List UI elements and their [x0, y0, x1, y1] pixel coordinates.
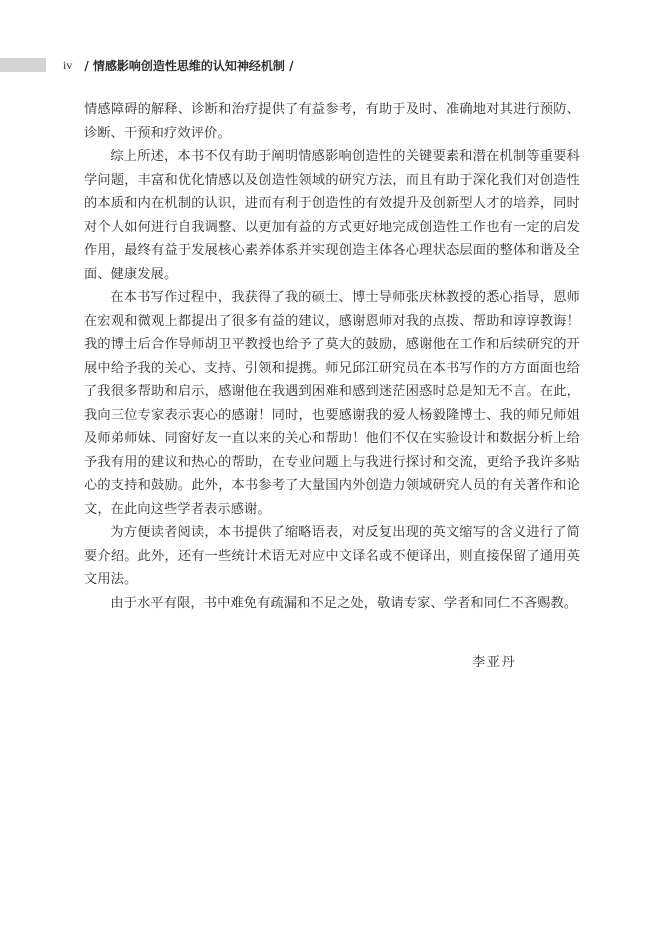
paragraph-summary: 综上所述，本书不仅有助于阐明情感影响创造性的关键要素和潜在机制等重要科学问题，丰富和优化情感以及创造性领域的研究方法，而且有助于深化我们对创造性的本质和内在机制的认识，进而有利于创造性的有效提升及创新型人才的培养，同时对个人如何进行自我调整、以更加有益的方式更好地完成创造性工作也有一定的启发作用，最终有益于发展核心素养体系并实现创造主体各心理状态层面的整体和谐及全面、健康发展。	[84, 149, 580, 282]
running-title: / 情感影响创造性思维的认知神经机制 /	[84, 58, 294, 73]
page-header	[63, 55, 293, 75]
header-gray-bar	[0, 58, 46, 72]
paragraph-closing: 由于水平有限，书中难免有疏漏和不足之处，敬请专家、学者和同仁不吝赐教。	[110, 595, 578, 611]
paragraph-acknowledgements: 在本书写作过程中，我获得了我的硕士、博士导师张庆林教授的悉心指导，恩师在宏观和微观上都提出了很多有益的建议，感谢恩师对我的点拨、帮助和谆谆教诲！我的博士后合作导师胡卫平教授也给予了莫大的鼓励，感谢他在工作和后续研究的开展中给予我的关心、支持、引领和提携。师兄邱江研究员在本书写作的方方面面也给了我很多帮助和启示，感谢他在我遇到困难和感到迷茫困惑时总是知无不言。在此，我向三位专家表示衷心的感谢！同时，也要感谢我的爱人杨毅隆博士、我的师兄师姐及师弟师妹、同窗好友一直以来的关心和帮助！他们不仅在实验设计和数据分析上给予我有用的建议和热心的帮助，在专业问题上与我进行探讨和交流，更给予我许多贴心的支持和鼓励。此外，本书参考了大量国内外创造力领域研究人员的有关著作和论文，在此向这些学者表示感谢。	[84, 290, 580, 517]
body-text	[84, 98, 580, 615]
page-number: iv	[63, 57, 73, 72]
paragraph-abbreviations-note: 为方便读者阅读，本书提供了缩略语表，对反复出现的英文缩写的含义进行了简要介绍。此外，还有一些统计术语无对应中文译名或不便译出，则直接保留了通用英文用法。	[84, 525, 580, 587]
paragraph-continuation: 情感障碍的解释、诊断和治疗提供了有益参考，有助于及时、准确地对其进行预防、诊断、干预和疗效评价。	[84, 102, 580, 141]
author-signature: 李亚丹	[472, 655, 517, 670]
